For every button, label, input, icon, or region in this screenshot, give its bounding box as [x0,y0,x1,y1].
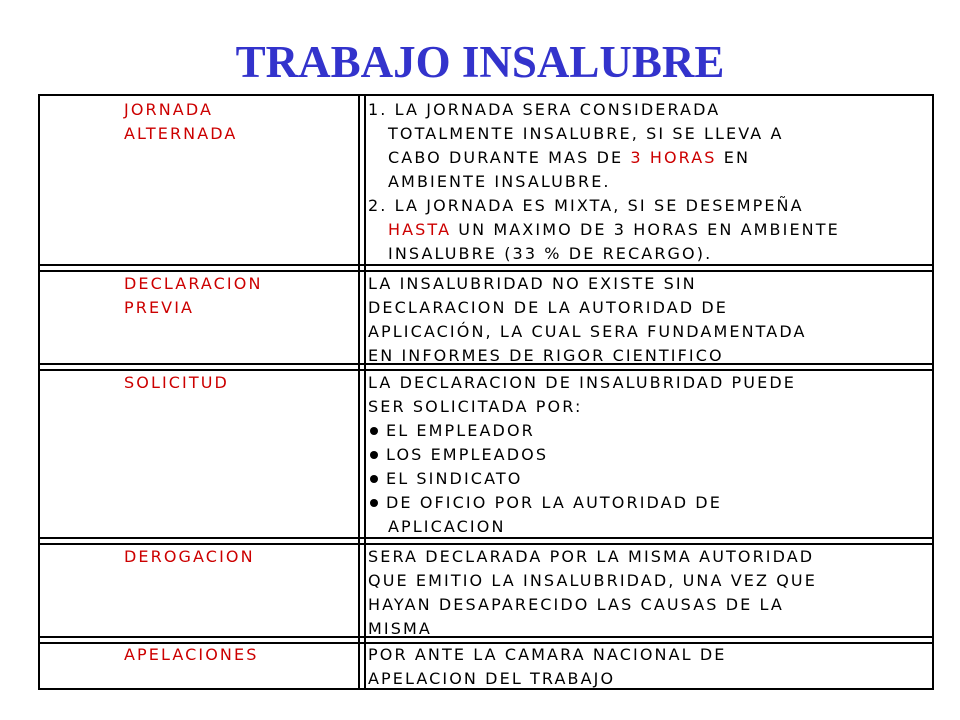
list-item: EL EMPLEADOR [368,419,932,443]
row-text-apelaciones: POR ANTE LA CAMARA NACIONAL DE APELACION DEL TRABAJO [368,645,727,688]
row-text-declaracion-previa: LA INSALUBRIDAD NO EXISTE SIN DECLARACION DE LA AUTORIDAD DE APLICACIÓN, LA CUAL SERA FUNDAMENTADA EN INFORMES DE RIGOR CIENTIFICO [368,274,807,365]
row-separator [40,363,932,365]
row-label-solicitud: SOLICITUD [124,373,229,392]
bullet-icon [370,475,378,483]
list-item: LOS EMPLEADOS [368,443,932,467]
page-title: TRABAJO INSALUBRE [235,37,725,87]
row-label-jornada-alternada: JORNADA ALTERNADA [124,100,238,143]
list-item: EL SINDICATO [368,467,932,491]
row-text-solicitud: LA DECLARACION DE INSALUBRIDAD PUEDE SER SOLICITADA POR: EL EMPLEADOR LOS EMPLEADOS EL SINDICATO DE OFICIO POR LA AUTORIDAD DE APLICACION [368,371,932,539]
bullet-icon [370,427,378,435]
column-divider-inner [364,96,366,688]
row-separator [40,264,932,266]
row-label-declaracion-previa: DECLARACION PREVIA [124,274,263,317]
highlight-3-horas: 3 HORAS [630,148,717,167]
row-text-jornada-alternada: 1. LA JORNADA SERA CONSIDERADA TOTALMENTE INSALUBRE, SI SE LLEVA A CABO DURANTE MAS DE 3 HORAS EN AMBIENTE INSALUBRE. 2. LA JORNADA ES MIXTA, SI SE DESEMPEÑA HASTA UN MAXIMO DE 3 HORAS EN AMBIENTE INSALUBRE (33 % DE RECARGO). [368,100,840,263]
list-item: DE OFICIO POR LA AUTORIDAD DE [368,491,932,515]
bullet-icon [370,451,378,459]
bullet-icon [370,499,378,507]
row-separator [40,636,932,638]
row-text-derogacion: SERA DECLARADA POR LA MISMA AUTORIDAD QUE EMITIO LA INSALUBRIDAD, UNA VEZ QUE HAYAN DESAPARECIDO LAS CAUSAS DE LA MISMA [368,547,817,638]
rules-table [38,94,934,690]
column-divider [358,96,360,688]
row-separator [40,537,932,539]
highlight-hasta: HASTA [388,220,452,239]
row-label-derogacion: DEROGACION [124,547,255,566]
row-label-apelaciones: APELACIONES [124,645,259,664]
